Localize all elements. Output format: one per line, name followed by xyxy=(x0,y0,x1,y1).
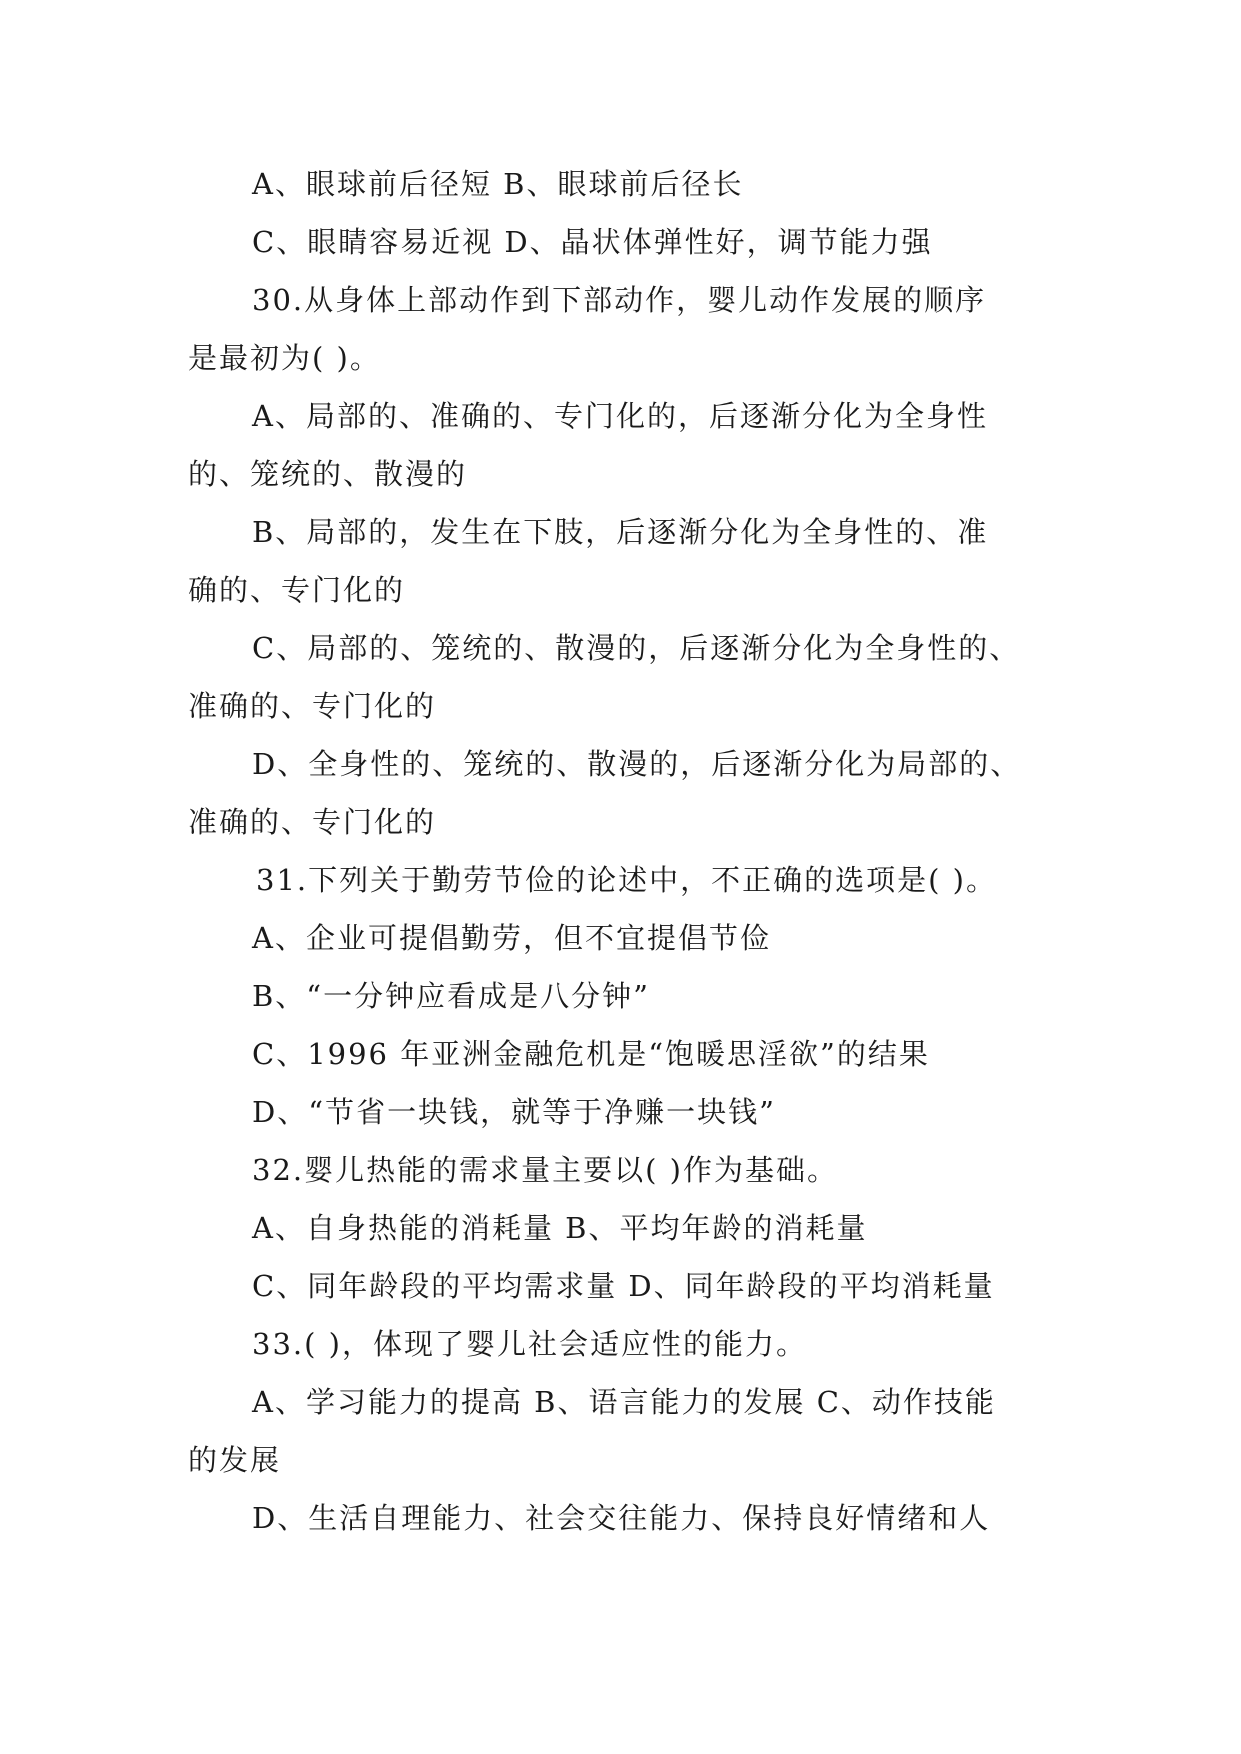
text-line: 的发展 xyxy=(188,1443,282,1477)
text-line: B、“一分钟应看成是八分钟” xyxy=(252,979,650,1013)
text-line: C、眼睛容易近视 D、晶状体弹性好，调节能力强 xyxy=(252,225,933,259)
text-line: C、局部的、笼统的、散漫的，后逐渐分化为全身性的、 xyxy=(252,631,1021,665)
text-line: 准确的、专门化的 xyxy=(188,805,437,839)
text-line: B、局部的，发生在下肢，后逐渐分化为全身性的、准 xyxy=(252,515,989,549)
text-line: A、局部的、准确的、专门化的，后逐渐分化为全身性 xyxy=(252,399,988,433)
text-line: D、“节省一块钱，就等于净赚一块钱” xyxy=(252,1095,776,1129)
text-line: A、眼球前后径短 B、眼球前后径长 xyxy=(252,167,744,201)
text-line: C、同年龄段的平均需求量 D、同年龄段的平均消耗量 xyxy=(252,1269,995,1303)
text-line: 是最初为( )。 xyxy=(188,341,381,375)
text-line: 确的、专门化的 xyxy=(188,573,406,607)
text-line: 的、笼统的、散漫的 xyxy=(188,457,468,491)
question-33: 33.( )，体现了婴儿社会适应性的能力。 xyxy=(252,1327,807,1361)
question-31: 31.下列关于勤劳节俭的论述中，不正确的选项是( )。 xyxy=(256,863,997,897)
text-line: A、自身热能的消耗量 B、平均年龄的消耗量 xyxy=(252,1211,868,1245)
text-line: 准确的、专门化的 xyxy=(188,689,437,723)
question-30: 30.从身体上部动作到下部动作，婴儿动作发展的顺序 xyxy=(252,283,987,317)
text-line: C、1996 年亚洲金融危机是“饱暖思淫欲”的结果 xyxy=(252,1037,930,1071)
text-line: A、学习能力的提高 B、语言能力的发展 C、动作技能 xyxy=(252,1385,996,1419)
text-line: A、企业可提倡勤劳，但不宜提倡节俭 xyxy=(252,921,771,955)
text-line: D、生活自理能力、社会交往能力、保持良好情绪和人 xyxy=(252,1501,991,1535)
question-32: 32.婴儿热能的需求量主要以( )作为基础。 xyxy=(252,1153,838,1187)
text-line: D、全身性的、笼统的、散漫的，后逐渐分化为局部的、 xyxy=(252,747,1022,781)
